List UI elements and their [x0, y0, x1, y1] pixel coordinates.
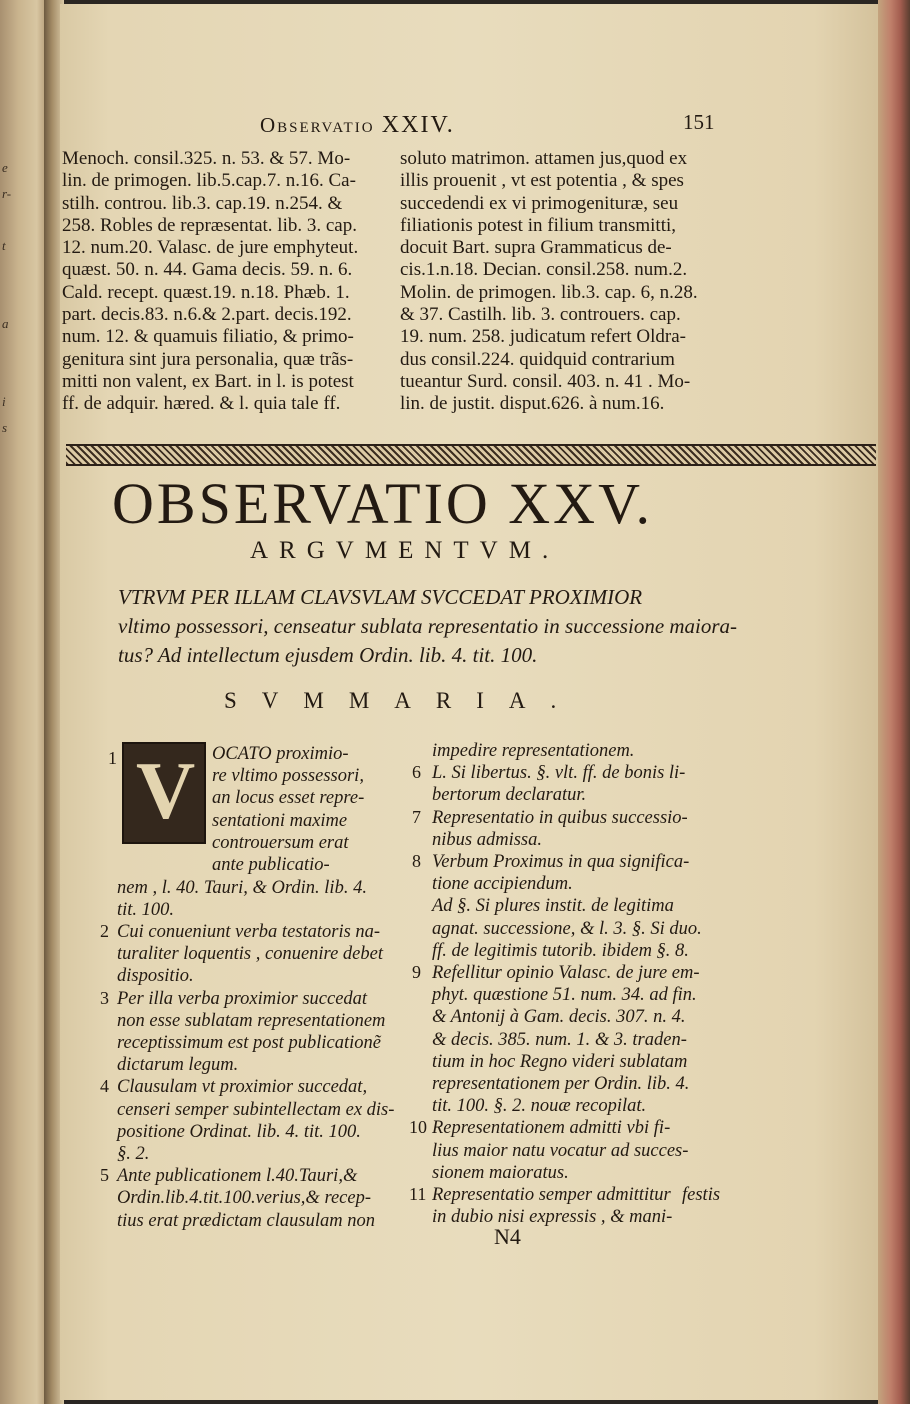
summaria-first-item-cont [117, 877, 367, 921]
text-line: docuit Bart. supra Grammaticus de- [400, 237, 672, 259]
argumentum-line: VTRVM PER ILLAM CLAVSVLAM SVCCEDAT PROXIMIOR [118, 585, 643, 609]
argumentum-line: tus? Ad intellectum ejusdem Ordin. lib. 4. tit. 100. [118, 643, 538, 667]
observatio-title: OBSERVATIO XXV. [112, 471, 653, 536]
text-line: tius erat prædictam clausulam non [117, 1210, 375, 1231]
text-line: Refellitur opinio Valasc. de jure em- [432, 963, 700, 983]
text-line: filiationis potest in filium transmitti, [400, 214, 677, 236]
text-line: sentationi maxime [212, 810, 348, 831]
text-line: §. 2. [117, 1144, 150, 1164]
ornamental-band [66, 444, 876, 466]
argumentum-text [118, 583, 737, 670]
summaria-item [117, 988, 385, 1077]
text-line: Ante publicationem l.40.Tauri,& [117, 1166, 358, 1187]
summaria-item [432, 1184, 672, 1228]
text-line: tueantur Surd. consil. 403. n. 41 . Mo- [400, 370, 691, 392]
text-line: controuersum erat [212, 832, 349, 853]
page-edge-red [878, 0, 910, 1404]
text-line: Representatio semper admittitur [432, 1185, 671, 1205]
text-line: Representatio in quibus successio- [432, 807, 688, 828]
text-line: censeri semper subintellectam ex dis- [117, 1099, 395, 1120]
text-line: mitti non valent, ex Bart. in l. is potest [62, 370, 354, 392]
item-number: 11 [409, 1184, 427, 1204]
text-line: Menoch. consil.325. n. 53. & 57. Mo- [62, 148, 351, 169]
item-number: 1 [108, 748, 117, 768]
running-head [260, 112, 455, 139]
initial-letter: V [136, 745, 196, 836]
text-line: ante publicatio- [212, 855, 330, 876]
item-number: 2 [100, 921, 109, 941]
summaria-first-item [212, 743, 364, 876]
text-line: in dubio nisi expressis , & mani- [432, 1207, 673, 1228]
argumentum-heading: ARGVMENTVM. [250, 537, 560, 564]
text-line: stilh. controu. lib.3. cap.19. n.254. & [62, 192, 343, 214]
running-head-number: XXIV. [381, 112, 455, 138]
text-line: impedire representationem. [432, 741, 635, 761]
text-line: illis prouenit , vt est potentia , & spes [400, 170, 684, 192]
text-line: Cald. recept. quæst.19. n.18. Phæb. 1. [62, 281, 350, 303]
text-line: Cui conueniunt verba testatoris na- [117, 922, 381, 942]
item-number: 5 [100, 1165, 109, 1186]
text-line: Molin. de primogen. lib.3. cap. 6, n.28. [400, 281, 698, 303]
text-line: part. decis.83. n.6.& 2.part. decis.192. [62, 304, 352, 326]
text-line: & Antonij à Gam. decis. 307. n. 4. [432, 1007, 686, 1028]
text-line: dispositio. [117, 966, 194, 987]
text-line: Clausulam vt proximior succedat, [117, 1077, 368, 1098]
summaria-item [432, 851, 689, 895]
text-line: festis [682, 1185, 721, 1205]
item-number: 3 [100, 987, 109, 1008]
summaria-heading: SVMMARIA. [224, 688, 582, 713]
item-number: 7 [412, 806, 421, 827]
text-line: sionem maioratus. [432, 1162, 569, 1183]
text-line: 12. num.20. Valasc. de jure emphyteut. [62, 237, 359, 259]
item-number: 9 [412, 962, 421, 982]
text-line: lin. de justit. disput.626. à num.16. [400, 393, 665, 415]
left-page-fragment: r- [2, 186, 12, 201]
text-line: ff. de legitimis tutorib. ibidem §. 8. [432, 940, 689, 961]
text-line: representationem per Ordin. lib. 4. [432, 1074, 690, 1095]
text-line: phyt. quæstione 51. num. 34. ad fin. [432, 985, 697, 1006]
summaria-item [432, 895, 702, 962]
summaria-item [117, 921, 383, 988]
text-line: receptissimum est post publicationẽ [117, 1033, 381, 1053]
summaria-item [432, 807, 688, 851]
text-line: tit. 100. [117, 900, 175, 921]
text-line: OCATO proximio- [212, 744, 349, 764]
text-line: Per illa verba proximior succedat [117, 988, 368, 1009]
text-line: num. 12. & quamuis filiatio, & primo- [62, 326, 354, 348]
item-number: 4 [100, 1076, 109, 1097]
text-line: & 37. Castilh. lib. 3. controuers. cap. [400, 304, 681, 326]
text-line: dus consil.224. quidquid contrarium [400, 348, 675, 370]
text-line: tium in hoc Regno videri sublatam [432, 1051, 688, 1072]
summaria-item [432, 762, 685, 806]
left-page-fragment: i [2, 394, 6, 409]
text-line: Ad §. Si plures instit. de legitima [432, 896, 674, 917]
text-line: tit. 100. §. 2. nouæ recopilat. [432, 1096, 647, 1117]
summaria-item [432, 1117, 688, 1184]
item-number: 10 [409, 1117, 427, 1138]
left-page-fragment: t [2, 238, 6, 253]
folio-number: 151 [683, 110, 715, 134]
left-page-fragment: a [2, 316, 9, 331]
text-line: agnat. successione, & l. 3. §. Si duo. [432, 918, 702, 939]
text-line: Representationem admitti vbi fi- [432, 1118, 671, 1139]
text-line: non esse sublatam representationem [117, 1010, 386, 1031]
argumentum-line: vltimo possessori, censeatur sublata representatio in successione maiora- [118, 614, 738, 638]
item-number: 6 [412, 762, 421, 783]
text-line: lius maior natu vocatur ad succes- [432, 1140, 689, 1161]
text-line: bertorum declaratur. [432, 785, 587, 806]
summaria-item [117, 1165, 375, 1232]
text-line: dictarum legum. [117, 1055, 239, 1076]
signature-mark: N4 [494, 1224, 521, 1249]
summaria-item [432, 740, 634, 762]
text-line: genitura sint jura personalia, quæ trãs- [62, 348, 354, 370]
text-line: ff. de adquir. hæred. & l. quia tale ff. [62, 393, 341, 415]
summaria-item [117, 1076, 394, 1165]
text-line: quæst. 50. n. 44. Gama decis. 59. n. 6. [62, 259, 353, 281]
text-line: an locus esset repre- [212, 788, 365, 809]
left-page-fragment: s [2, 420, 8, 435]
text-line: Ordin.lib.4.tit.100.verius,& recep- [117, 1188, 371, 1209]
text-line: cis.1.n.18. Decian. consil.258. num.2. [400, 259, 688, 281]
text-line: tione accipiendum. [432, 874, 573, 895]
summaria-item [682, 1184, 720, 1206]
text-line: 19. num. 258. judicatum refert Oldra- [400, 326, 686, 348]
text-line: L. Si libertus. §. vlt. ff. de bonis li- [432, 763, 686, 784]
text-line: turaliter loquentis , conuenire debet [117, 944, 383, 965]
top-left-column [62, 148, 358, 416]
text-line: Verbum Proximus in qua significa- [432, 852, 690, 872]
item-number: 8 [412, 851, 421, 871]
running-head-title: Observatio [260, 113, 375, 137]
summaria-item [432, 962, 700, 1117]
text-line: nibus admissa. [432, 829, 542, 850]
text-line: & decis. 385. num. 1. & 3. traden- [432, 1029, 687, 1050]
text-line: nem , l. 40. Tauri, & Ordin. lib. 4. [117, 878, 367, 898]
left-page-fragment: e [2, 160, 8, 175]
right-page [60, 4, 880, 1400]
top-right-column [400, 148, 698, 416]
text-line: re vltimo possessori, [212, 766, 364, 787]
text-line: soluto matrimon. attamen jus,quod ex [400, 148, 688, 169]
text-line: 258. Robles de repræsentat. lib. 3. cap. [62, 214, 357, 236]
text-line: positione Ordinat. lib. 4. tit. 100. [117, 1121, 361, 1142]
text-line: succedendi ex vi primogenituræ, seu [400, 192, 679, 214]
left-page-edge [0, 0, 46, 1404]
initial-V-woodcut [122, 742, 206, 844]
text-line: lin. de primogen. lib.5.cap.7. n.16. Ca- [62, 170, 356, 192]
